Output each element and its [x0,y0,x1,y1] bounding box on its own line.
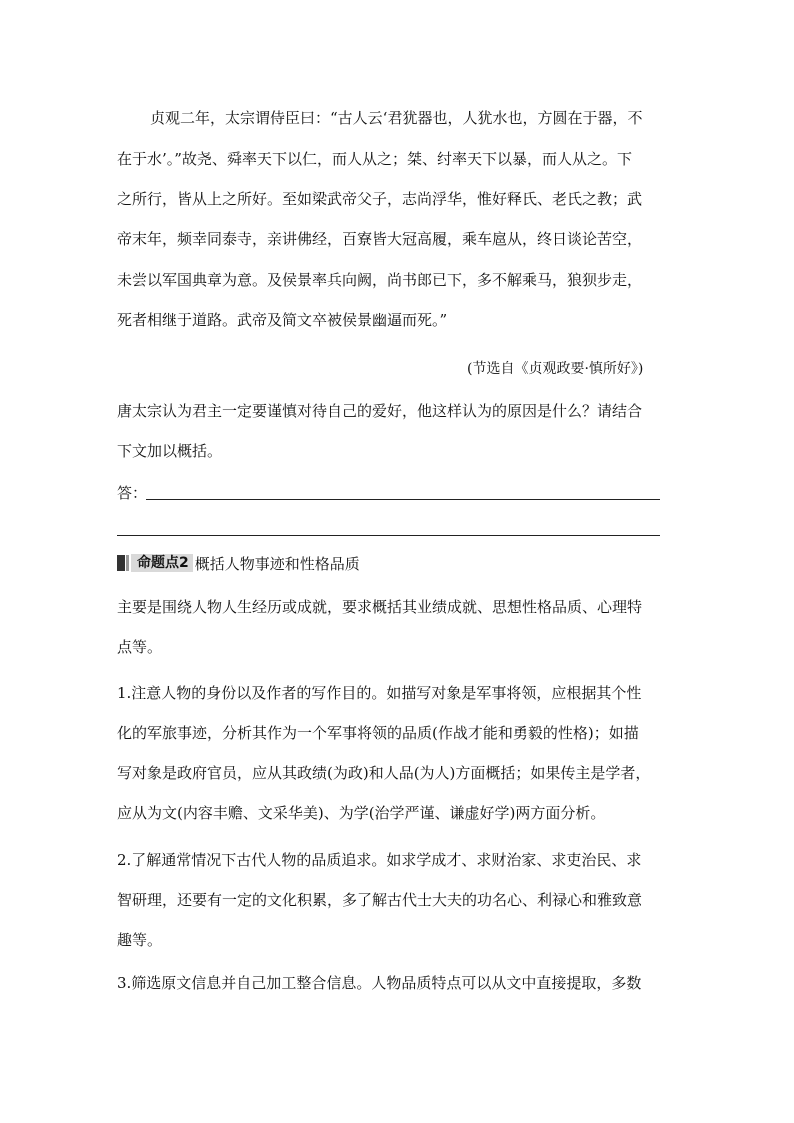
answer-label: 答： [117,484,148,502]
question-line-1: 唐太宗认为君主一定要谨慎对待自己的爱好，他这样认为的原因是什么？请结合 [117,402,643,420]
section-title: 概括人物事迹和性格品质 [194,554,360,573]
section-marker-icon [117,555,125,571]
point-3-line-1: 3.筛选原文信息并自己加工整合信息。人物品质特点可以从文中直接提取，多数 [117,974,642,992]
section-heading [117,554,360,572]
answer-line-2[interactable] [117,535,660,536]
answer-line-1[interactable] [146,499,660,500]
point-1-line-4: 应从为文(内容丰赡、文采华美)、为学(治学严谨、谦虚好学)两方面分析。 [117,804,606,822]
point-2-line-3: 趣等。 [117,931,163,949]
section-tag: 命题点2 [131,554,193,572]
intro-line-2: 点等。 [117,638,163,656]
point-1-line-1: 1.注意人物的身份以及作者的写作目的。如描写对象是军事将领，应根据其个性 [117,684,642,702]
question-line-2: 下文加以概括。 [117,442,223,460]
point-2-line-1: 2.了解通常情况下古代人物的品质追求。如求学成才、求财治家、求吏治民、求 [117,851,642,869]
intro-line-1: 主要是围绕人物人生经历或成就，要求概括其业绩成就、思想性格品质、心理特 [117,598,643,616]
passage-line-4: 帝末年，频幸同泰寺，亲讲佛经，百寮皆大冠高履，乘车扈从，终日谈论苦空， [117,230,643,248]
passage-line-5: 未尝以军国典章为意。及侯景率兵向阙，尚书郎已下，多不解乘马，狼狈步走， [117,271,643,289]
passage-line-2: 在于水’。”故尧、舜率天下以仁，而人从之；桀、纣率天下以暴，而人从之。下 [117,150,632,168]
passage-source: (节选自《贞观政要·慎所好》) [467,361,644,377]
passage-line-1: 贞观二年，太宗谓侍臣曰：“古人云‘君犹器也，人犹水也，方圆在于器，不 [150,109,643,127]
point-2-line-2: 智研理，还要有一定的文化积累，多了解古代士大夫的功名心、利禄心和雅致意 [117,891,643,909]
passage-line-6: 死者相继于道路。武帝及简文卒被侯景幽逼而死。” [117,311,448,329]
point-1-line-3: 写对象是政府官员，应从其政绩(为政)和人品(为人)方面概括；如果传主是学者， [117,764,651,782]
passage-line-3: 之所行，皆从上之所好。至如梁武帝父子，志尚浮华，惟好释氏、老氏之教；武 [117,190,643,208]
point-1-line-2: 化的军旅事迹，分析其作为一个军事将领的品质(作战才能和勇毅的性格)；如描 [117,724,639,742]
